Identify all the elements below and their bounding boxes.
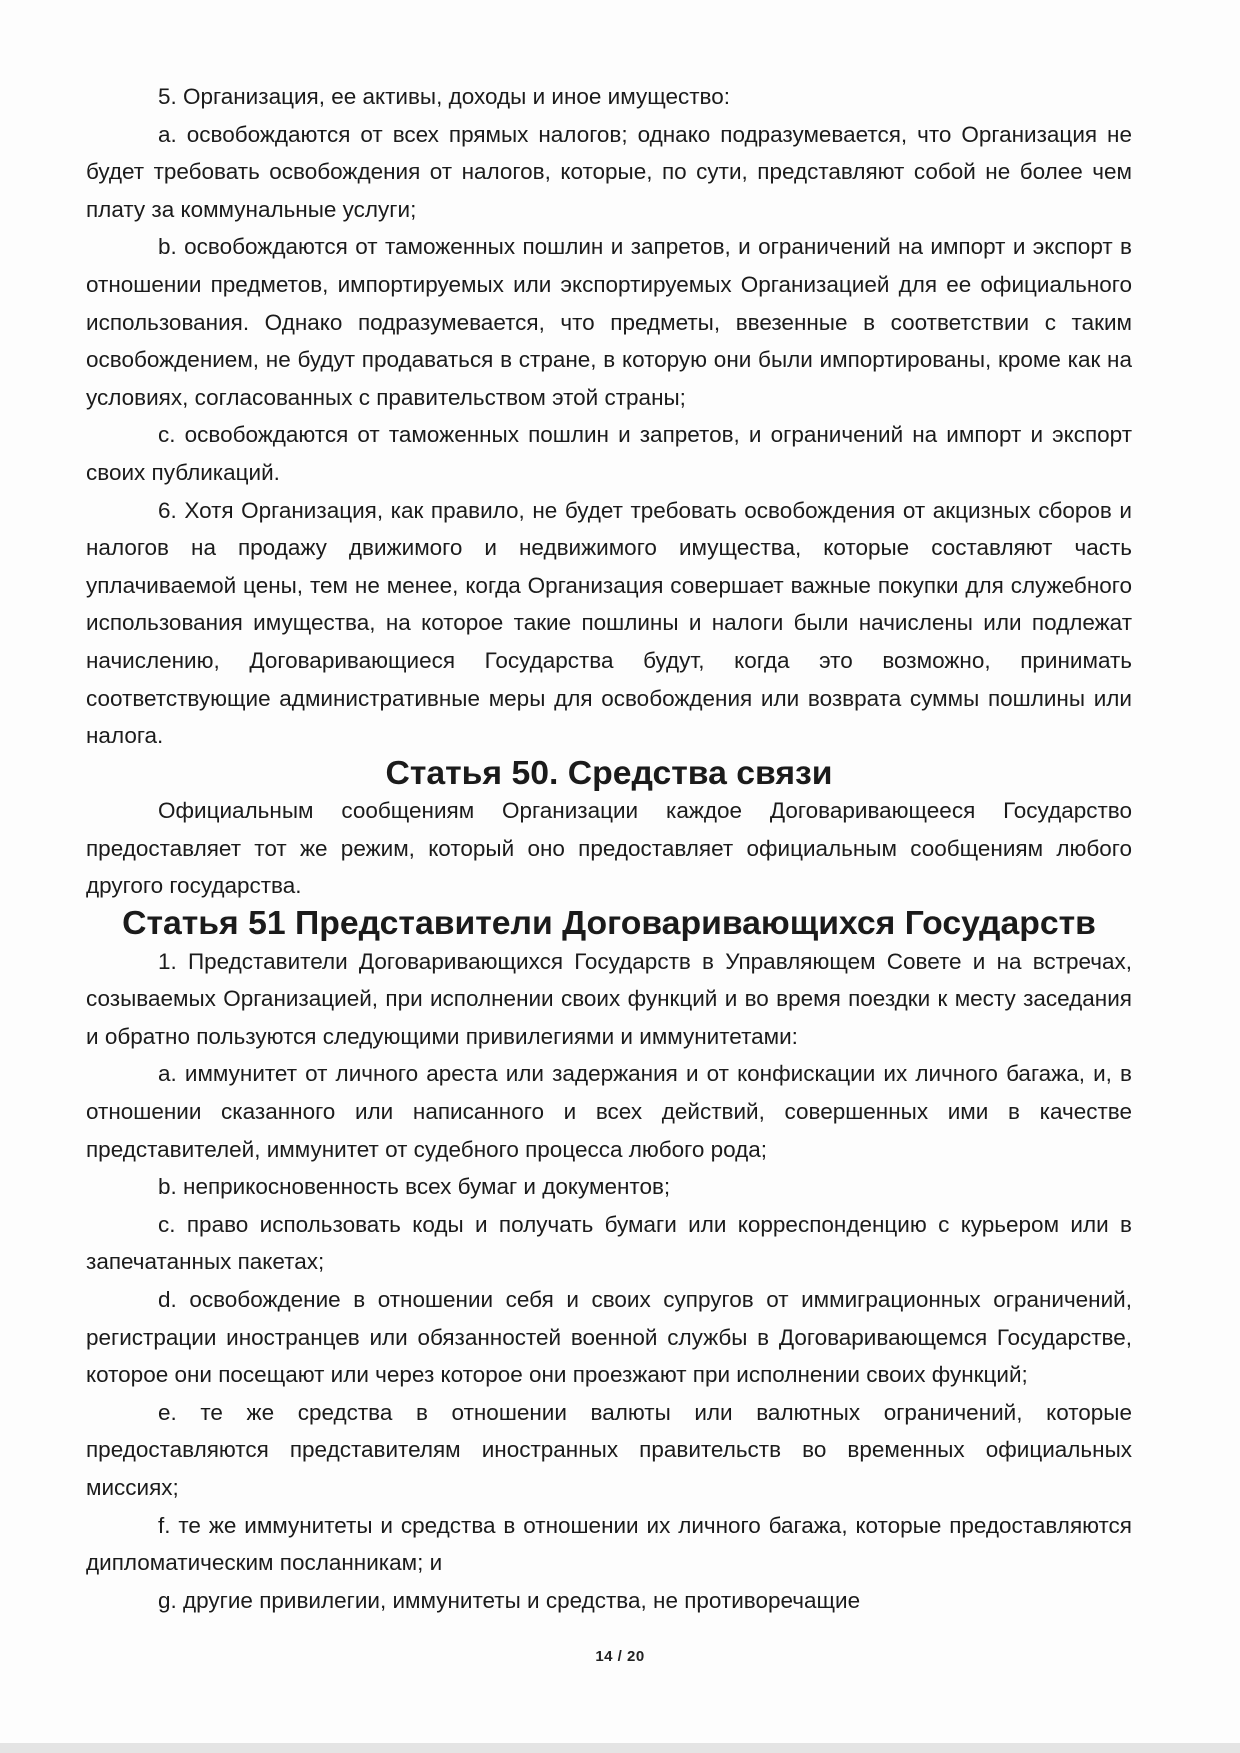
article-51-item-d: d. освобождение в отношении себя и своих супругов от иммиграционных ограничений, регистрации иностранцев или обязанностей военной службы в Договаривающемся Государстве, которое они посещают или через которое они проезжают при исполнении своих функций; (86, 1287, 1132, 1388)
scan-edge (0, 1743, 1240, 1753)
article-51-item-f: f. те же иммунитеты и средства в отношении их личного багажа, которые предоставляются дипломатическим посланникам; и (86, 1512, 1132, 1576)
article-50-heading: Статья 50. Средства связи (385, 753, 833, 792)
article-51-item-a: a. иммунитет от личного ареста или задержания и от конфискации их личного багажа, и, в отношении сказанного или написанного и всех действий, совершенных ими в качестве представителей, иммунитет от судебного процесса любого рода; (86, 1061, 1132, 1162)
article-51-item-c: c. право использовать коды и получать бумаги или корреспонденцию с курьером или в запечатанных пакетах; (86, 1211, 1132, 1275)
paragraph-6: 6. Хотя Организация, как правило, не будет требовать освобождения от акцизных сборов и налогов на продажу движимого и недвижимого имущества, которые составляют часть уплачиваемой цены, тем не менее, когда Организация совершает важные покупки для служебного использования имущества, на которое такие пошлины и налоги были начислены или подлежат начислению, Договаривающиеся Государства будут, когда это возможно, принимать соответствующие административные меры для освобождения или возврата суммы пошлины или налога. (86, 497, 1132, 749)
article-51-item-e: e. те же средства в отношении валюты или валютных ограничений, которые предоставляются представителям иностранных правительств во временных официальных миссиях; (86, 1399, 1132, 1500)
paragraph-5a: a. освобождаются от всех прямых налогов; однако подразумевается, что Организация не будет требовать освобождения от налогов, которые, по сути, представляют собой не более чем плату за коммунальные услуги; (86, 121, 1132, 222)
article-51-item-g: g. другие привилегии, иммунитеты и средства, не противоречащие (158, 1587, 861, 1613)
page-number: 14 / 20 (595, 1648, 645, 1665)
article-51-heading: Статья 51 Представители Договаривающихся Государств (122, 904, 1096, 943)
article-50-text: Официальным сообщениям Организации каждое Договаривающееся Государство предоставляет тот же режим, который оно предоставляет официальным сообщениям любого другого государства. (86, 798, 1132, 899)
paragraph-5: 5. Организация, ее активы, доходы и иное имущество: (158, 84, 730, 109)
document-body (86, 78, 1132, 1619)
paragraph-5c: c. освобождаются от таможенных пошлин и запретов, и ограничений на импорт и экспорт своих публикаций. (86, 422, 1132, 485)
paragraph-5b: b. освобождаются от таможенных пошлин и запретов, и ограничений на импорт и экспорт в отношении предметов, импортируемых или экспортируемых Организацией для ее официального использования. Однако подразумевается, что предметы, ввезенные в соответствии с таким освобождением, не будут продаваться в стране, в которую они были импортированы, кроме как на условиях, согласованных с правительством этой страны; (86, 234, 1132, 410)
article-51-item-b: b. неприкосновенность всех бумаг и документов; (158, 1174, 671, 1200)
article-51-paragraph-1: 1. Представители Договаривающихся Государств в Управляющем Совете и на встречах, созываемых Организацией, при исполнении своих функций и во время поездки к месту заседания и обратно пользуются следующими привилегиями и иммунитетами: (86, 948, 1132, 1049)
